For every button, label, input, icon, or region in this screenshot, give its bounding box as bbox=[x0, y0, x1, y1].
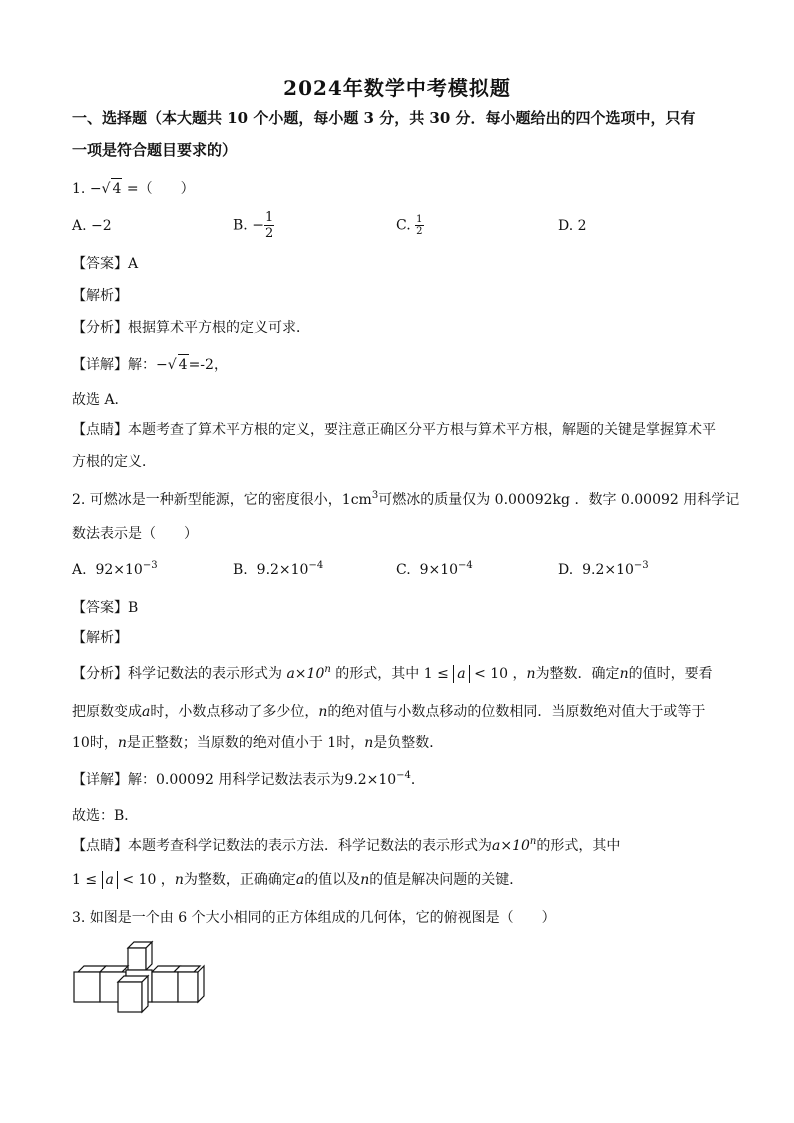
q2-fenxi-line1: 【分析】科学记数法的表示形式为 $a\times 10^n$ 的形式，其中 1 ≤ a < 10 ，n为整数．确定n的值时，要看 bbox=[72, 664, 713, 682]
q2-option-a: A. $92\times 10^{-3}$ bbox=[72, 560, 158, 578]
q1-option-b: B. − $\frac{1}{2}$ bbox=[233, 210, 274, 241]
q2-guxuan: 故选：B． bbox=[72, 808, 139, 824]
q2-stem-line1: 2. 可燃冰是一种新型能源，它的密度很小，$1cm^3$可燃冰的质量仅为 0.00092kg ．数字 0.00092 用科学记 bbox=[72, 490, 740, 508]
cube-face bbox=[198, 966, 204, 1002]
q1-jiexi: 【解析】 bbox=[72, 288, 128, 304]
cube-face bbox=[74, 972, 100, 1002]
q1-option-c: C. $\frac{1}{2}$ bbox=[396, 214, 423, 237]
q2-dianjing-line2: 1 ≤ a < 10 ，n为整数，正确确定a的值以及n的值是解决问题的关键． bbox=[72, 872, 524, 888]
q2-stem-line2: 数法表示是（ ） bbox=[72, 526, 198, 542]
q1-dianjing-line1: 【点睛】本题考查了算术平方根的定义，要注意正确区分平方根与算术平方根，解题的关键是掌握算术平 bbox=[72, 422, 716, 438]
q2-answer: 【答案】B bbox=[72, 600, 139, 616]
q1-dianjing-line2: 方根的定义． bbox=[72, 454, 156, 470]
section-heading-line1: 一、选择题（本大题共 10 个小题，每小题 3 分，共 30 分．每小题给出的四个选项中，只有 bbox=[72, 109, 696, 127]
q3-stem: 3. 如图是一个由 6 个大小相同的正方体组成的几何体，它的俯视图是（ ） bbox=[72, 910, 556, 926]
q2-xiangjie: 【详解】解：0.00092 用科学记数法表示为$9.2\times 10^{-4}$． bbox=[72, 770, 425, 788]
cube-face bbox=[118, 982, 142, 1012]
cube-face bbox=[128, 948, 146, 970]
q1-guxuan: 故选 A． bbox=[72, 392, 129, 408]
q2-option-c: C. $9\times 10^{-4}$ bbox=[396, 560, 473, 578]
q1-answer: 【答案】A bbox=[72, 256, 139, 272]
q2-jiexi: 【解析】 bbox=[72, 630, 128, 646]
cube-solid-figure bbox=[72, 940, 212, 1015]
q1-fenxi: 【分析】根据算术平方根的定义可求． bbox=[72, 320, 310, 336]
q2-fenxi-line2: 把原数变成a时，小数点移动了多少位，n的绝对值与小数点移动的位数相同．当原数绝对值大于或等于 bbox=[72, 704, 706, 720]
q1-option-d: D. 2 bbox=[558, 218, 587, 234]
q2-option-d: D. $9.2\times 10^{-3}$ bbox=[558, 560, 649, 578]
cube-face bbox=[152, 972, 178, 1002]
q2-option-b: B. $9.2\times 10^{-4}$ bbox=[233, 560, 324, 578]
page-title: 2024年数学中考模拟题 bbox=[283, 76, 511, 100]
q1-xiangjie: 【详解】解：−√ 4=-2， bbox=[72, 354, 228, 375]
q1-stem: 1. −√ 4 =（ ） bbox=[72, 178, 195, 199]
q2-fenxi-line3: 10时，n是正整数；当原数的绝对值小于 1时，n是负整数． bbox=[72, 735, 444, 751]
cube-face bbox=[178, 972, 198, 1002]
q2-dianjing-line1: 【点睛】本题考查科学记数法的表示方法．科学记数法的表示形式为$a\times 10^n$的形式，其中 bbox=[72, 836, 621, 854]
q1-option-a: A. −2 bbox=[72, 218, 112, 234]
cube-face bbox=[142, 976, 148, 1012]
section-heading-line2: 一项是符合题目要求的） bbox=[72, 141, 238, 159]
